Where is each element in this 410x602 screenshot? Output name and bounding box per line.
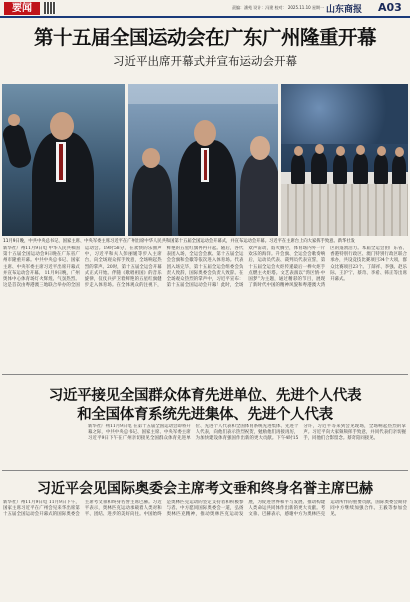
page-header xyxy=(0,0,410,16)
newspaper-name: 山东商报 xyxy=(326,5,363,15)
article2-headline-line1: 习近平接见全国群众体育先进单位、先进个人代表 xyxy=(48,388,362,404)
photo-leader-waving xyxy=(2,84,125,236)
page-number: A03 xyxy=(378,1,402,14)
header-rule xyxy=(0,16,410,18)
article1-headline: 第十五届全国运动会在广东广州隆重开幕 xyxy=(33,26,376,49)
header-meta: 责编：潘苑 设计：冯建 校对： 2025.11.10 星期一 xyxy=(232,5,324,10)
article3-body: 新华社广州11月9日电 11月9日下午，国家主席习近平在广州会见来华出席第十五届全国运动会开幕式的国际奥委会主席考文垂和终身名誉主席巴赫。习近平表示，奥林匹克运动承载着人类对和平、团结、进步的美好向往。中国始终是奥林匹克运动的坚定支持者和积极参与者。中方愿同国际奥委会一道，弘扬奥林匹克精神，推动奥林匹克运动发展，为促进世界和平与发展、推动构建人类命运共同体作出新的更大贡献。考文垂、巴赫表示，感谢中方为奥林匹克运动所作的重要贡献，国际奥委会期待同中方继续加强合作。王毅等参加会见。 xyxy=(3,500,407,518)
article1-subheadline: 习近平出席开幕式并宣布运动会开幕 xyxy=(113,54,297,68)
divider-2 xyxy=(2,470,408,471)
photo-leaders-rostrum xyxy=(128,84,278,236)
article2-body: 新华社广州11月9日电 在第十五届全国运动会即将开幕之际，中共中央总书记、国家主席、中央军委主席习近平9日下午在广州亲切接见全国群众体育先进单位、先进个人代表和全国体育系统先进集体、先进个人代表，向他们表示热烈祝贺，勉励他们再接再厉，为加快建设体育强国作出新的更大贡献。下午4时15分许，习近平等来到会见现场，全场响起热烈的掌声。习近平向大家频频挥手致意，并同代表们亲切握手，同他们合影留念。蔡奇陪同接见。 xyxy=(88,424,406,442)
article1-body: 新华社广州11月9日电 中华人民共和国第十五届全国运动会9日晚在广东省广州市隆重开幕。中共中央总书记、国家主席、中央军委主席习近平出席开幕式并宣布运动会开幕。 11月9日晚，广州奥体中心体育场灯火辉煌、气氛热烈。这是首次由粤港澳三地联合举办的全国运动会。19时58分，在欢快的乐曲声中，习近平和夫人彭丽媛等步入主席台，向全场观众挥手致意，全场响起热烈的掌声。20时，第十五届全运会开幕式正式开始。伴随《歌唱祖国》的音乐旋律，仪仗兵护卫着鲜艳的五星红旗健步走入体育场。在全体观众的注视下，鲜艳的五星红旗冉冉升起。随后，各代表团入场，全运会会旗、第十五届全运会会旗和会徽等依次进入体育场。代表团入场完毕，第十五届全运会组委会负责人致辞，国际奥委会负责人致辞。在全场观众热烈的掌声中，习近平宣布：第十五届全国运动会开幕！此时，全场欢声雷动，焰火腾空，体育场内外一片欢乐的海洋。升会旗、全运会会歌奏响后，运动员代表、裁判员代表宣誓，第十五届全运会火炬传递最后一棒火炬手点燃主火炬塔。文艺表演以“湾区情·中国梦”为主题，通过精彩的节目，展现了新时代中国的精神风貌和粤港澳大湾区的蓬勃活力。本届全运会由广东省、香港特别行政区、澳门特别行政区联合承办，共设竞技比赛项目34个大项，群众比赛项目23个。丁薛祥、李强、赵乐际、王沪宁、蔡奇、李希、韩正等出席开幕式。 xyxy=(3,246,407,289)
section-badge: 要闻 xyxy=(4,2,40,15)
qr-code-icon xyxy=(44,2,56,14)
article2-headline-line2: 和全国体育系统先进集体、先进个人代表 xyxy=(77,407,333,423)
article3-headline: 习近平会见国际奥委会主席考文垂和终身名誉主席巴赫 xyxy=(37,481,373,497)
photo-caption: 11月9日晚，中共中央总书记、国家主席、中央军委主席习近平在广州出席中华人民共和国第十五届全国运动会开幕式，并宣布运动会开幕。习近平在主席台上向大家挥手致意。新华社发 xyxy=(3,239,355,244)
photo-rostrum-crowd xyxy=(281,84,408,236)
divider-1 xyxy=(2,374,408,375)
